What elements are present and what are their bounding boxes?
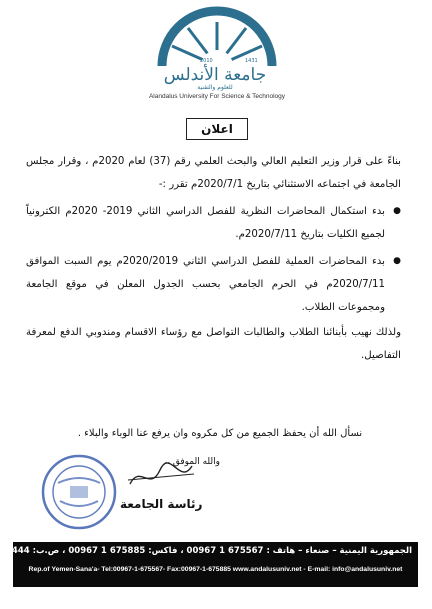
announcement-title: اعلان (186, 118, 248, 140)
logo-year-left: 2010 (200, 58, 213, 64)
list-item (26, 250, 401, 319)
list-item-text: بدء المحاضرات العملية للفصل الدراسي الثاني 2020/2019م يوم السبت الموافق 2020/7/11م في الحرم الجامعي بحسب الجدول المعلن في موقع الجامعة ومجموعات الطلاب. (26, 256, 385, 313)
official-stamp (40, 453, 118, 531)
university-name-arabic: جامعة الأندلس (163, 65, 267, 85)
list-item (26, 200, 401, 246)
logo-arch-icon (150, 4, 284, 74)
list-item-text: بدء استكمال المحاضرات النظرية للفصل الدراسي الثاني 2019- 2020م الكترونياً لجميع الكليات بتاريخ 2020/7/11م. (26, 206, 385, 240)
footer-contact-english: Rep.of Yemen-Sana'a- Tel:00967-1-675567- Fax:00967-1-675885 www.andalusuniv.net - E-mail: info@andalusuniv.net (28, 566, 403, 573)
closing-phrase: والله الموفق ،، (164, 457, 220, 467)
closing-prayer: نسأل الله أن يحفظ الجميع من كل مكروه وان يرفع عنا الوباء والبلاء . (77, 428, 363, 439)
signature-label: رئاسة الجامعة (120, 497, 203, 511)
handwritten-signature (120, 456, 200, 496)
bullet-icon: ● (393, 256, 401, 266)
bullet-icon: ● (393, 206, 401, 216)
university-name-english: Alandalus University For Science & Technology (148, 93, 286, 100)
note-paragraph: ولذلك نهيب بأبنائنا الطلاب والطالبات التواصل مع رؤساء الاقسام ومندوبي الدفع لمعرفة التفاصيل. (26, 327, 401, 361)
logo-year-right: 1431 (245, 58, 258, 64)
university-subtitle-arabic: للعلوم والتقنية (197, 84, 233, 91)
intro-paragraph: بناءً على قرار وزير التعليم العالي والبحث العلمي رقم (37) لعام 2020م ، وقرار مجلس الجامعة في اجتماعه الاستثنائي بتاريخ 2020/7/1م تقرر :- (26, 156, 401, 190)
footer-contact-arabic: الجمهورية اليمنية – صنعاء – هاتف : 675567 1 00967 ، فاكس: 675885 1 00967 ، ص.ب: 37444 (0, 546, 412, 556)
footer-bar (0, 542, 418, 587)
announcement-body (26, 150, 401, 367)
